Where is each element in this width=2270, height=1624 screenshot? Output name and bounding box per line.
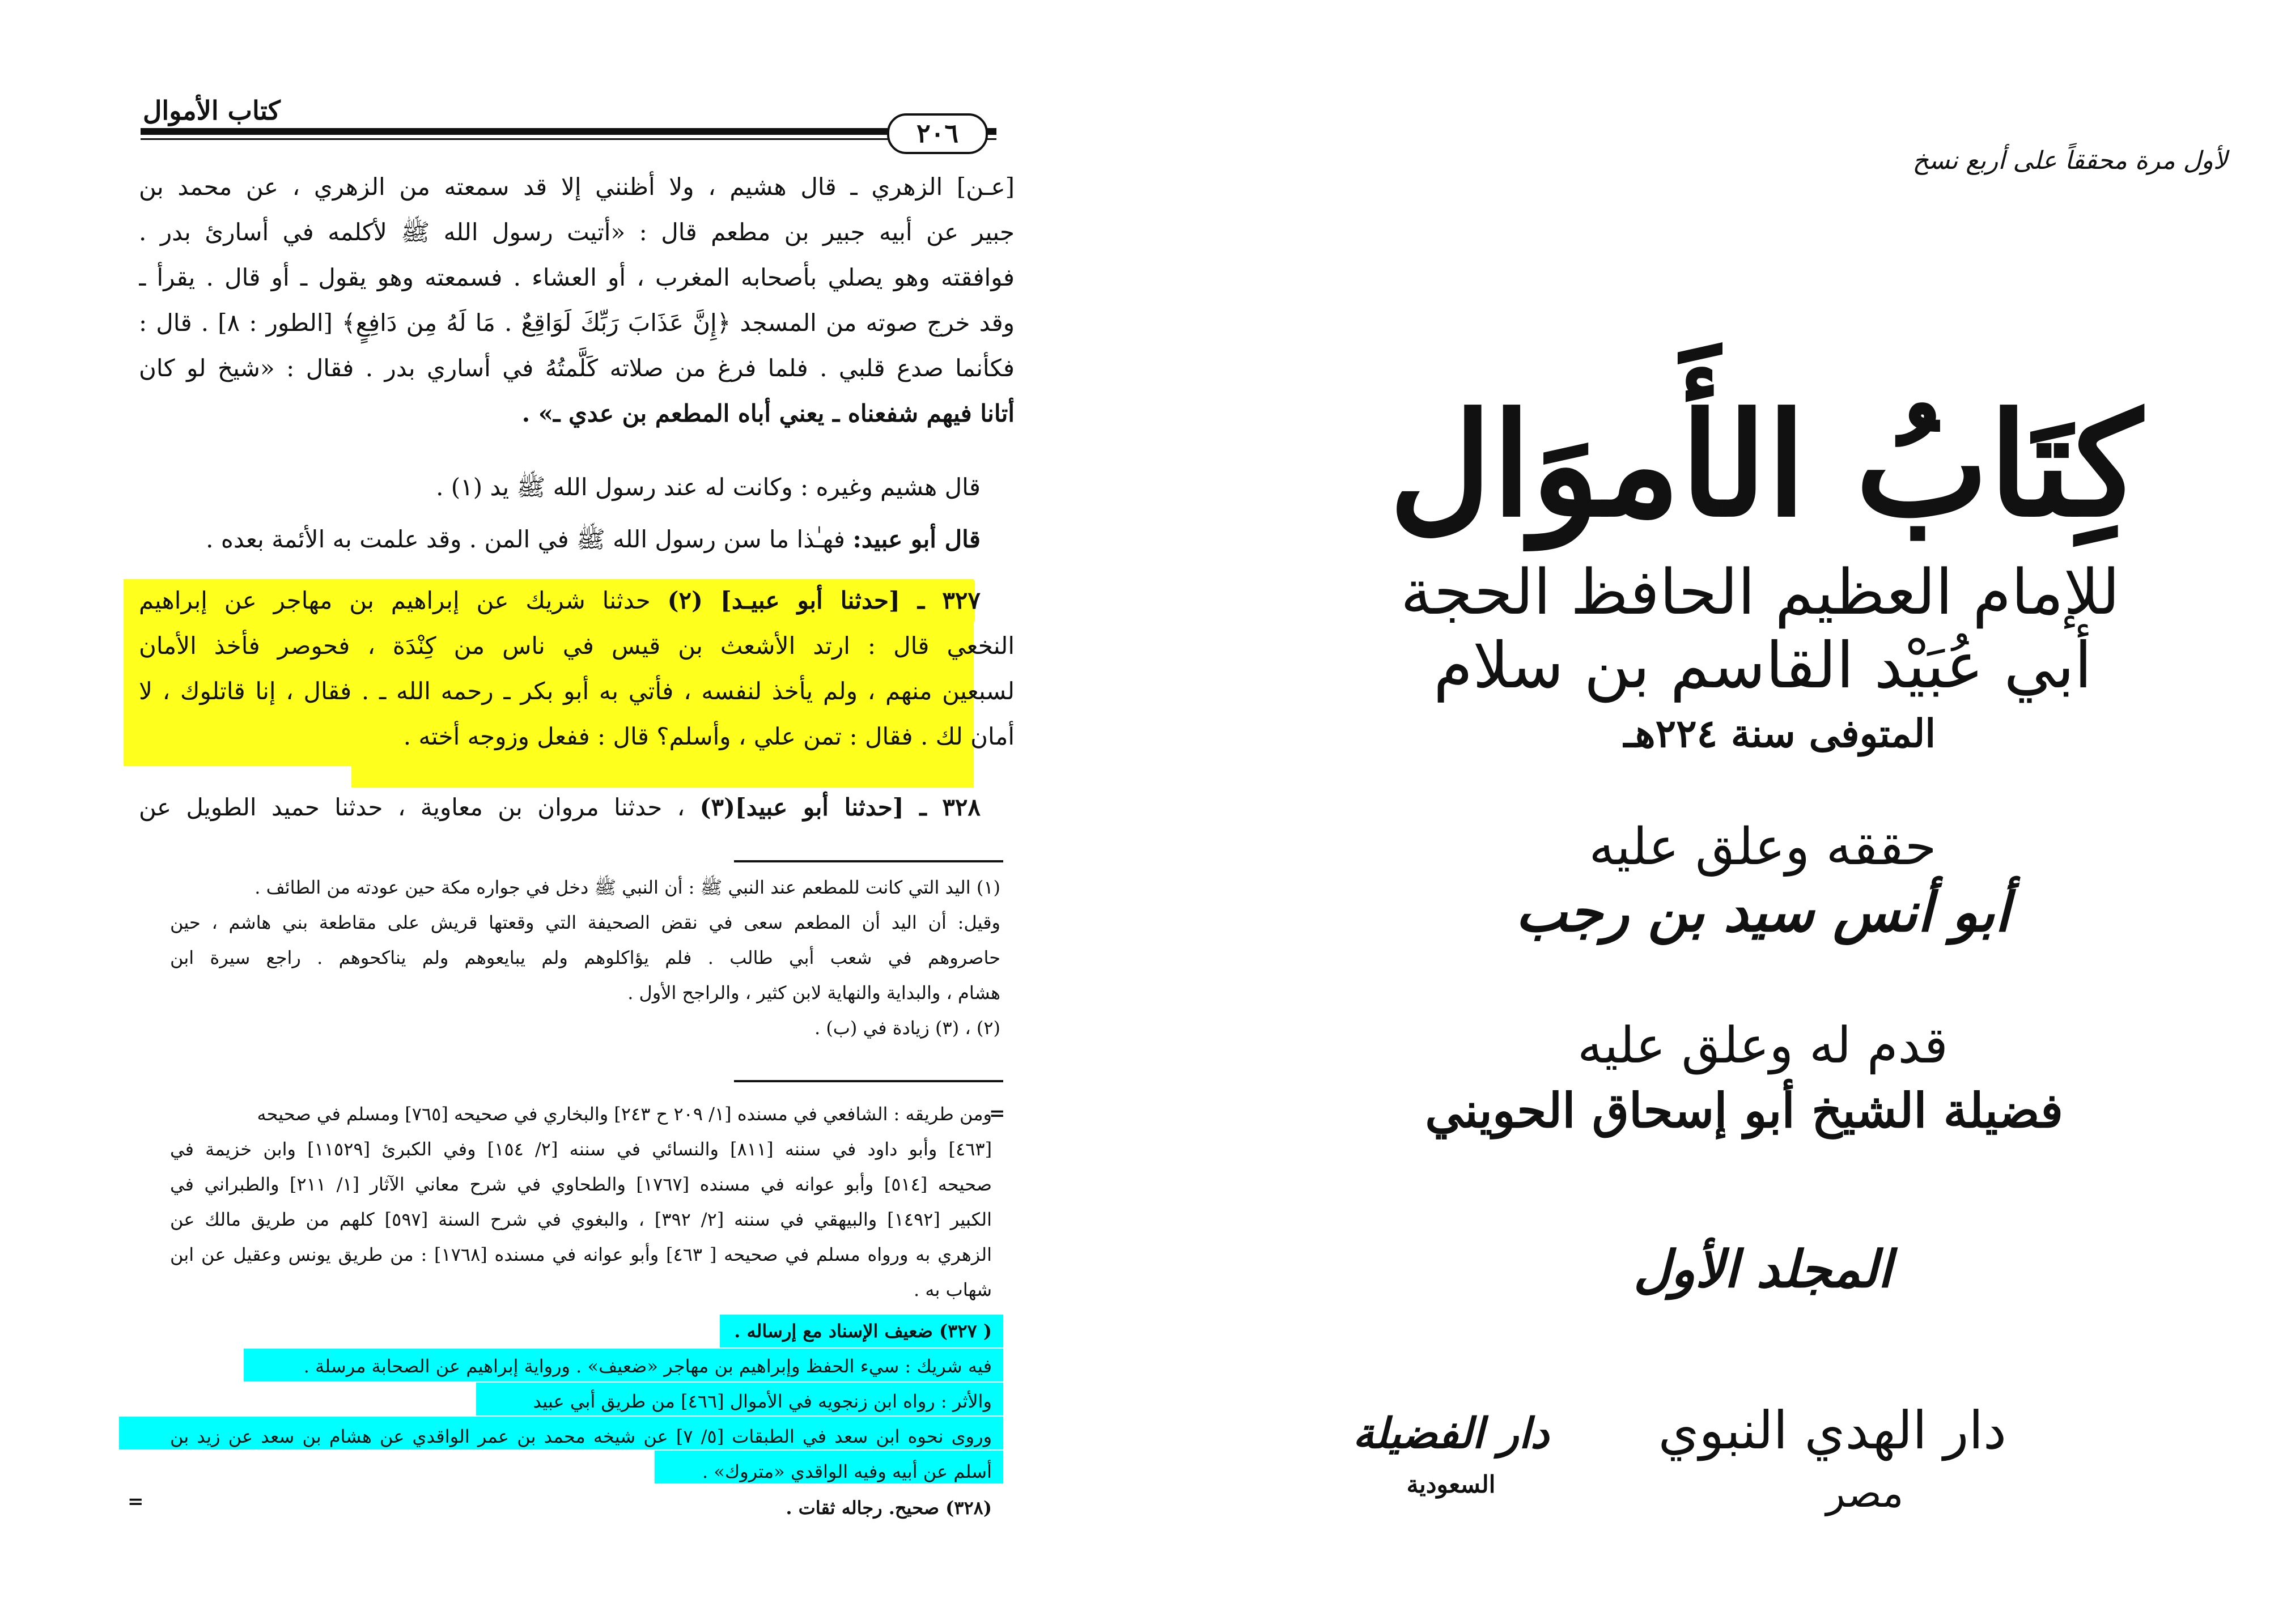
body-line: [عـن] الزهري ـ قال هشيم ، ولا أظنني إلا قد سمعته من الزهري ، عن محمد بن — [139, 173, 1015, 201]
grading-328: (٣٢٨) صحيح. رجاله ثقات . — [786, 1497, 992, 1519]
footnote-328 — [170, 1490, 992, 1525]
running-header-title: كتاب الأموال — [143, 95, 281, 126]
paragraph-328 — [139, 785, 1015, 830]
preface-author: فضيلة الشيخ أبو إسحاق الحويني — [1425, 1082, 2063, 1138]
body-line: وقد خرج صوته من المسجد ﴿إِنَّ عَذَابَ رَبِّكَ لَوَاقِعٌ . مَا لَهُ مِن دَافِعٍ﴾ [الطور : ٨] . قال : — [139, 309, 1015, 337]
takhrij-line: الزهري به ورواه مسلم في صحيحه [ ٤٦٣] وأبو عوانه في مسنده [١٧٦٨] : من طريق يونس وعقيل عن ابن — [170, 1244, 992, 1265]
footnote-line: (٢) ، (٣) زيادة في (ب) . — [814, 1017, 1000, 1039]
copublisher-logo: دار الفضيلة — [1352, 1409, 1550, 1458]
takhrij-line: صحيحه [٥١٤] وأبو عوانه في مسنده [١٧٦٧] والطحاوي في شرح معاني الآثار [١/ ٢١١] والطبراني في — [170, 1174, 992, 1195]
footnotes-highlighted — [170, 1313, 992, 1489]
footnote-line: هشام ، والبداية والنهاية لابن كثير ، والراجح الأول . — [627, 982, 1000, 1004]
takhrij-line: شهاب به . — [913, 1279, 992, 1300]
grading-327: ( ٣٢٧) ضعيف الإسناد مع إرساله . — [734, 1320, 992, 1342]
grading-line: وروى نحوه ابن سعد في الطبقات [٥/ ٧] عن شيخه محمد بن عمر الواقدي عن هشام بن سعد عن زيد بن — [170, 1426, 992, 1447]
footnotes-section-2 — [170, 1096, 992, 1307]
abu-ubayd-text: فهـٰذا ما سن رسول الله ﷺ في المن . وقد علمت به الأئمة بعده . — [206, 525, 853, 553]
takhrij-line: الكبير [١٤٩٢] والبيهقي في سننه [٢/ ٣٩٢] ، والبغوي في شرح السنة [٥٩٧] كلهم من طريق مالك عن — [170, 1209, 992, 1230]
hadith-327-line2: النخعي قال : ارتد الأشعث بن قيس في ناس من كِنْدَة ، فحوصر فأخذ الأمان — [139, 632, 1015, 660]
footnote-line: وقيل: أن اليد أن المطعم سعى في نقض الصحيفة التي وقعتها قريش على مقاطعة بني هاشم ، حين — [170, 912, 1000, 933]
volume-label: المجلد الأول — [1633, 1239, 1893, 1299]
left-page — [0, 0, 1111, 1624]
hadith-328-lead: ٣٢٨ ـ [حدثنا أبو عبيد](٣) — [699, 793, 981, 821]
hadith-327-line1: حدثنا شريك عن إبراهيم بن مهاجر عن إبراهيم — [139, 586, 651, 614]
book-title: كِتَابُ الأَموَال — [1389, 381, 2142, 548]
editor-name: أبو أنس سيد بن رجب — [1515, 880, 2010, 944]
grading-line: والأثر : رواه ابن زنجويه في الأموال [٤٦٦] من طريق أبي عبيد — [533, 1391, 992, 1412]
right-page — [1111, 0, 2270, 1624]
preface-label: قدم له وعلق عليه — [1577, 1016, 1948, 1074]
footnotes-section-1 — [170, 870, 1000, 1045]
continuation-mark: = — [128, 1490, 144, 1513]
footnote-separator — [734, 860, 1003, 862]
hadith-327-line3: لسبعين منهم ، ولم يأخذ لنفسه ، فأتي به أبو بكر ـ رحمه الله ـ . فقال ، إنا قاتلوك ، لا — [139, 677, 1015, 705]
footnote-line: (١) اليد التي كانت للمطعم عند النبي ﷺ : أن النبي ﷺ دخل في جواره مكة حين عودته من الطائف . — [254, 877, 1000, 898]
header-rule-thick — [141, 128, 996, 135]
hadith-327-line4: أمان لك . فقال : تمن علي ، وأسلم؟ قال : ففعل وزوجه أخته . — [403, 722, 1015, 750]
page-number: ٢٠٦ — [887, 113, 988, 154]
takhrij-line: ومن طريقه : الشافعي في مسنده [١/ ٢٠٩ ح ٢٤٣] والبخاري في صحيحه [٧٦٥] ومسلم في صحيحه — [257, 1103, 992, 1125]
abu-ubayd-label: قال أبو عبيد: — [852, 525, 981, 553]
editor-label: حققه وعلق عليه — [1589, 817, 1937, 877]
grading-line: أسلم عن أبيه وفيه الواقدي «متروك» . — [702, 1461, 992, 1482]
body-line: جبير عن أبيه جبير بن مطعم قال : «أتيت رسول الله ﷺ لأكلمه في أسارئ بدر . — [139, 218, 1015, 246]
continuation-mark: = — [989, 1102, 1005, 1125]
publisher-name: دار الهدي النبوي — [1658, 1400, 2006, 1461]
takhrij-line: [٤٦٣] وأبو داود في سننه [٨١١] والنسائي في سننه [٢/ ١٥٤] وفي الكبرئ [١١٥٢٩] وابن خزيمة في — [170, 1138, 992, 1160]
paragraph-327 — [139, 578, 1015, 759]
publisher-city: مصر — [1826, 1470, 1904, 1516]
header-rule-thin — [141, 138, 996, 140]
hashim-line: قال هشيم وغيره : وكانت له عند رسول الله ﷺ يد (١) . — [436, 473, 981, 501]
body-line: فوافقته وهو يصلي بأصحابه المغرب ، أو العشاء . فسمعته وهو يقول ـ أو قال . يقرأ ـ — [139, 263, 1015, 291]
paragraph-abu-ubayd — [139, 517, 1015, 562]
grading-line: فيه شريك : سيء الحفظ وإبراهيم بن مهاجر «ضعيف» . ورواية إبراهيم عن الصحابة مرسلة . — [303, 1355, 992, 1377]
hadith-327-lead: ٣٢٧ ـ [حدثنا أبو عبيـد] (٢) — [667, 586, 981, 614]
footnote-separator-2 — [734, 1080, 1003, 1082]
main-text — [139, 164, 1015, 436]
edition-note: لأول مرة محققاً على أربع نسخ — [1912, 146, 2227, 175]
copublisher-country: السعودية — [1406, 1470, 1496, 1498]
body-line: فكأنما صدع قلبي . فلما فرغ من صلاته كَلَّمتُهُ في أساري بدر . فقال : «شيخ لو كان — [139, 354, 1015, 382]
body-line: أتانا فيهم شفعناه ـ يعني أباه المطعم بن عدي ـ» . — [521, 399, 1015, 427]
hadith-328-rest: ، حدثنا مروان بن معاوية ، حدثنا حميد الطويل عن — [139, 793, 685, 821]
author-epithet: للإمام العظيم الحافظ الحجة — [1400, 556, 2120, 628]
death-date: المتوفى سنة ٢٢٤هـ — [1623, 711, 1936, 756]
footnote-line: حاصروهم في شعب أبي طالب . فلم يؤاكلوهم ولم يبايعوهم ولم يناكحوهم . راجع سيرة ابن — [170, 947, 1000, 968]
author-name: أبي عُبَيْد القاسم بن سلام — [1433, 629, 2093, 703]
paragraph-hashim — [139, 465, 1015, 510]
